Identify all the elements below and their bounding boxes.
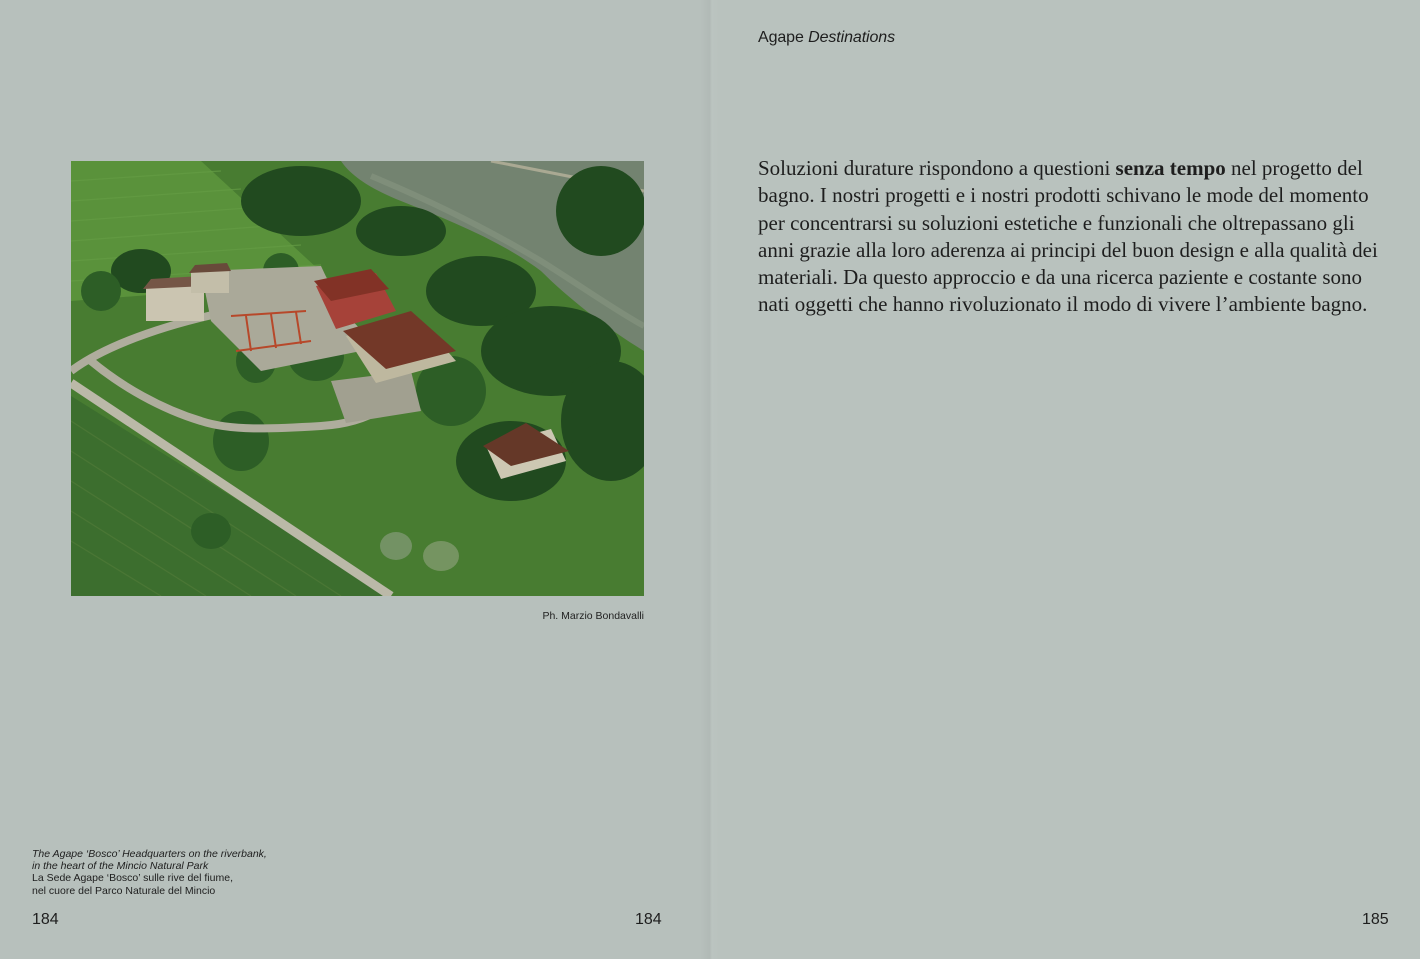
caption-it-line2: nel cuore del Parco Naturale del Mincio bbox=[32, 884, 216, 897]
body-rest: nel progetto del bagno. I nostri progetti e i nostri prodotti schivano le mode del momento per concentrarsi su soluzioni estetiche e funzionali che oltrepassano gli anni grazie alla loro aderenza ai principi del buon design e alla qualità dei materiali. Da questo approccio e da una ricerca paziente e costante sono nati oggetti che hanno rivoluzionato il modo di vivere l’ambiente bagno. bbox=[758, 156, 1378, 317]
caption-it-line1: La Sede Agape ‘Bosco’ sulle rive del fiume, bbox=[32, 872, 233, 885]
body-emphasis: senza tempo bbox=[1115, 156, 1226, 180]
body-paragraph bbox=[758, 155, 1388, 319]
photo-caption bbox=[32, 848, 267, 897]
book-gutter bbox=[700, 0, 720, 959]
page-number-left-inner: 184 bbox=[635, 911, 662, 928]
header-section: Destinations bbox=[808, 29, 895, 46]
caption-en-line2: in the heart of the Mincio Natural Park bbox=[32, 860, 209, 873]
aerial-photo bbox=[71, 161, 644, 596]
page-number-right: 185 bbox=[1362, 911, 1389, 928]
caption-en-line1: The Agape ‘Bosco’ Headquarters on the riverbank, bbox=[32, 848, 267, 860]
photo-credit: Ph. Marzio Bondavalli bbox=[542, 610, 644, 622]
header-brand: Agape bbox=[758, 29, 804, 46]
running-header bbox=[758, 29, 895, 47]
body-intro: Soluzioni durature rispondono a questioni bbox=[758, 156, 1116, 180]
page-number-left-corner: 184 bbox=[32, 911, 59, 928]
right-page bbox=[710, 0, 1420, 959]
